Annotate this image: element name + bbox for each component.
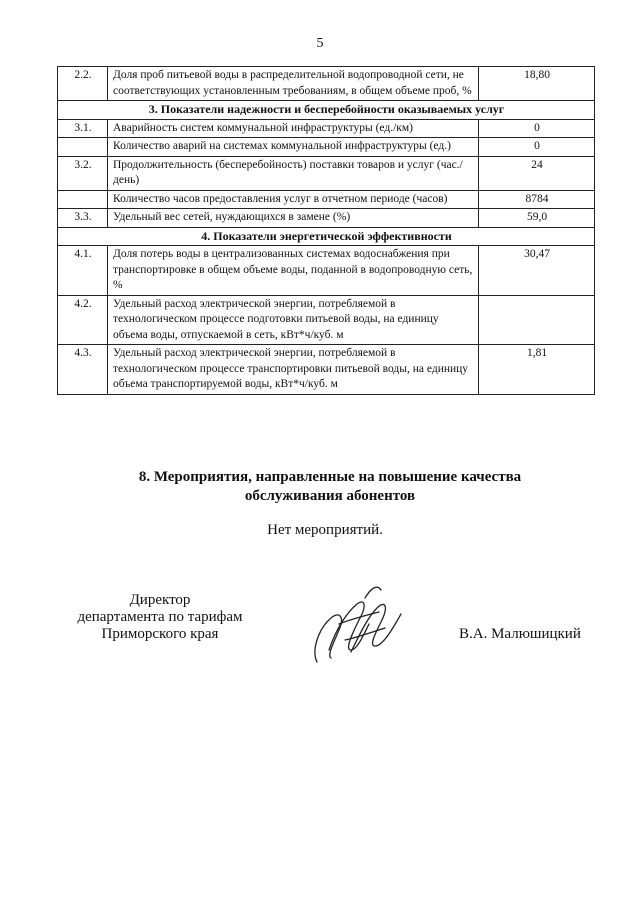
no-measures-text: Нет мероприятий. bbox=[267, 522, 383, 538]
section-row bbox=[58, 227, 595, 246]
indicator-name: Продолжительность (бесперебойность) поставки товаров и услуг (час./день) bbox=[108, 156, 479, 190]
indicator-name: Удельный расход электрической энергии, потребляемой в технологическом процессе подготовки питьевой воды, на единицу объема воды, отпускаемой в сеть, кВт*ч/куб. м bbox=[108, 295, 479, 345]
signer-title-line: Приморского края bbox=[101, 626, 219, 642]
indicator-value: 59,0 bbox=[479, 209, 595, 228]
indicator-name: Количество аварий на системах коммунальной инфраструктуры (ед.) bbox=[108, 138, 479, 157]
row-number: 3.3. bbox=[58, 209, 108, 228]
table-row bbox=[58, 190, 595, 209]
indicator-value: 24 bbox=[479, 156, 595, 190]
signer-title-line: департамента по тарифам bbox=[77, 609, 243, 625]
row-number: 3.2. bbox=[58, 156, 108, 190]
signer-title bbox=[60, 592, 260, 643]
indicator-name: Аварийность систем коммунальной инфраструктуры (ед./км) bbox=[108, 119, 479, 138]
section-title: 4. Показатели энергетической эффективности bbox=[58, 227, 595, 246]
section-title: 3. Показатели надежности и бесперебойности оказываемых услуг bbox=[58, 101, 595, 120]
indicator-value bbox=[479, 295, 595, 345]
row-number: 2.2. bbox=[58, 67, 108, 101]
row-number: 4.3. bbox=[58, 345, 108, 395]
row-number bbox=[58, 138, 108, 157]
indicator-name: Количество часов предоставления услуг в отчетном периоде (часов) bbox=[108, 190, 479, 209]
indicators-table bbox=[57, 66, 595, 395]
indicator-value: 0 bbox=[479, 119, 595, 138]
indicator-value: 1,81 bbox=[479, 345, 595, 395]
table-row bbox=[58, 67, 595, 101]
section-8-heading: 8. Мероприятия, направленные на повышение качества обслуживания абонентов bbox=[138, 469, 522, 504]
row-number bbox=[58, 190, 108, 209]
table-row bbox=[58, 138, 595, 157]
indicator-value: 8784 bbox=[479, 190, 595, 209]
indicator-value: 18,80 bbox=[479, 67, 595, 101]
row-number: 4.1. bbox=[58, 246, 108, 296]
table-row bbox=[58, 295, 595, 345]
indicator-name: Доля потерь воды в централизованных системах водоснабжения при транспортировке в общем объеме воды, поданной в водопроводную сеть, % bbox=[108, 246, 479, 296]
row-number: 3.1. bbox=[58, 119, 108, 138]
signer-title-line: Директор bbox=[129, 592, 191, 608]
table-row bbox=[58, 345, 595, 395]
row-number: 4.2. bbox=[58, 295, 108, 345]
indicator-name: Удельный расход электрической энергии, потребляемой в технологическом процессе транспортировки питьевой воды, на единицу объема транспортируемой воды, кВт*ч/куб. м bbox=[108, 345, 479, 395]
table-row bbox=[58, 119, 595, 138]
indicator-value: 30,47 bbox=[479, 246, 595, 296]
table-row bbox=[58, 209, 595, 228]
table-row bbox=[58, 246, 595, 296]
table-row bbox=[58, 156, 595, 190]
indicator-name: Доля проб питьевой воды в распределительной водопроводной сети, не соответствующих установленным требованиям, в общем объеме проб, % bbox=[108, 67, 479, 101]
indicator-value: 0 bbox=[479, 138, 595, 157]
indicator-name: Удельный вес сетей, нуждающихся в замене (%) bbox=[108, 209, 479, 228]
handwritten-signature bbox=[305, 580, 415, 675]
signer-name: В.А. Малюшицкий bbox=[459, 626, 581, 642]
page-number: 5 bbox=[316, 36, 324, 51]
section-row bbox=[58, 101, 595, 120]
